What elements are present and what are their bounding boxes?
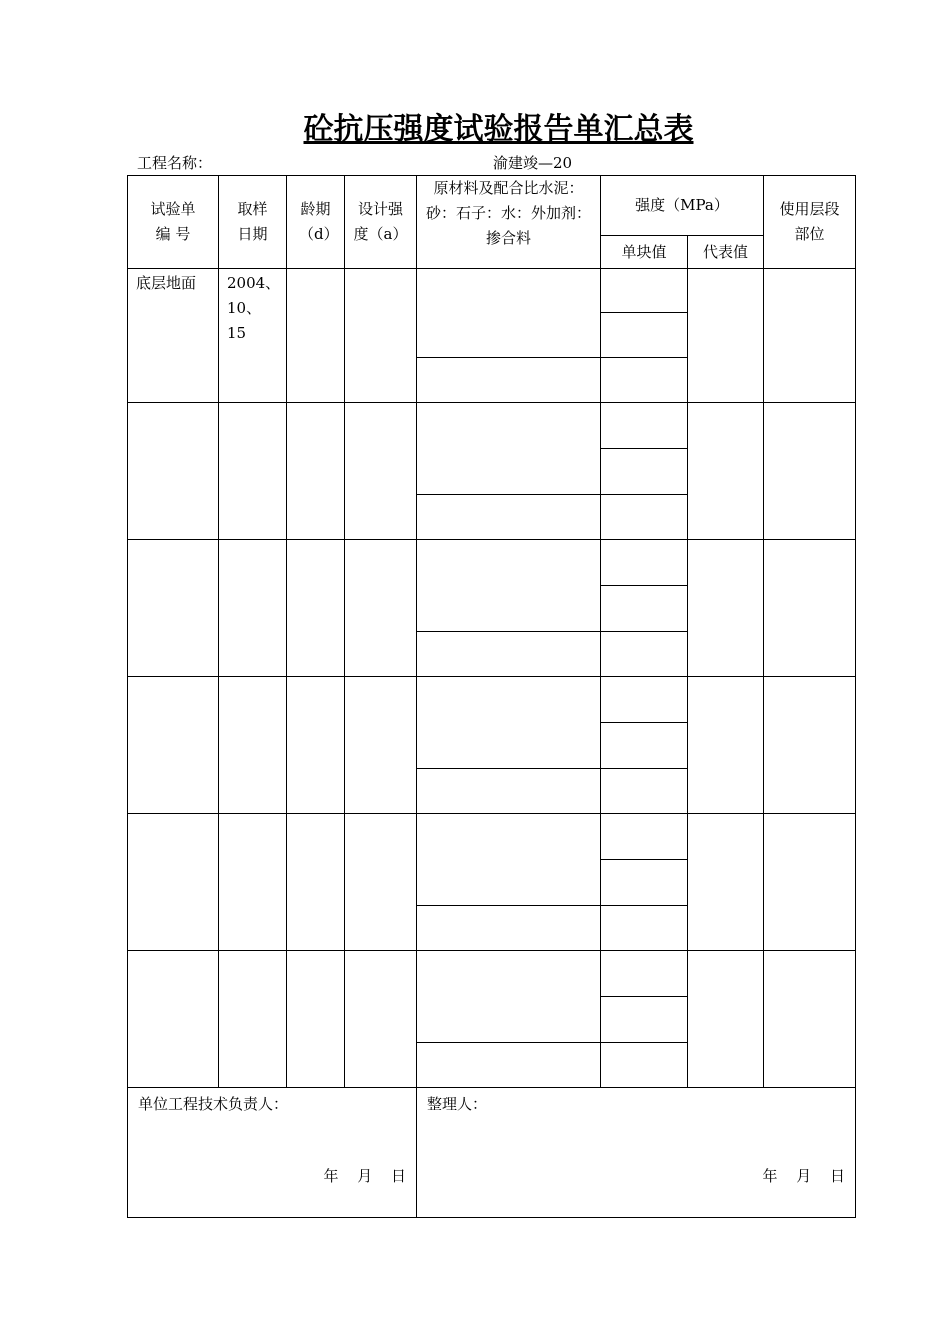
design-strength-cell <box>345 269 417 403</box>
sample-date-cell <box>219 403 287 540</box>
header-materials: 原材料及配合比水泥：砂：石子：水：外加剂：掺合料 <box>417 176 601 269</box>
table-row <box>128 540 856 586</box>
single-value-cell <box>601 586 688 632</box>
project-name-label: 工程名称： <box>137 154 213 172</box>
report-no-cell <box>128 677 219 814</box>
design-strength-cell <box>345 951 417 1088</box>
single-value-cell <box>601 814 688 860</box>
sample-date-cell <box>219 677 287 814</box>
single-value-cell <box>601 358 688 403</box>
compiler-cell <box>417 1088 856 1218</box>
single-value-cell <box>601 313 688 358</box>
single-value-cell <box>601 906 688 951</box>
single-value-cell <box>601 269 688 313</box>
representative-value-cell <box>688 403 764 540</box>
tech-lead-date: 年 月 日 <box>323 1167 406 1185</box>
project-name-value: 渝建竣—20 <box>493 154 573 172</box>
sample-date-cell: 2004、10、15 <box>219 269 287 403</box>
representative-value-cell <box>688 269 764 403</box>
table-row <box>128 269 856 313</box>
location-cell <box>764 814 856 951</box>
header-sample-date: 取样日期 <box>219 176 287 269</box>
representative-value-cell <box>688 951 764 1088</box>
single-value-cell <box>601 677 688 723</box>
report-no-cell <box>128 540 219 677</box>
age-cell <box>287 269 345 403</box>
compiler-date: 年 月 日 <box>762 1167 846 1185</box>
header-strength: 强度（MPa） <box>601 176 764 236</box>
age-cell <box>287 403 345 540</box>
single-value-cell <box>601 1043 688 1088</box>
table-row <box>128 814 856 860</box>
materials-cell <box>417 495 601 540</box>
age-cell <box>287 677 345 814</box>
sample-date-cell <box>219 540 287 677</box>
age-cell <box>287 951 345 1088</box>
header-age: 龄期（d） <box>287 176 345 269</box>
single-value-cell <box>601 997 688 1043</box>
single-value-cell <box>601 951 688 997</box>
materials-cell <box>417 769 601 814</box>
table-row <box>128 403 856 449</box>
report-no-cell <box>128 951 219 1088</box>
materials-cell <box>417 540 601 632</box>
sample-date-cell <box>219 951 287 1088</box>
report-no-cell: 底层地面 <box>128 269 219 403</box>
materials-cell <box>417 403 601 495</box>
header-report-no: 试验单编 号 <box>128 176 219 269</box>
materials-cell <box>417 632 601 677</box>
single-value-cell <box>601 540 688 586</box>
materials-cell <box>417 269 601 358</box>
design-strength-cell <box>345 540 417 677</box>
age-cell <box>287 540 345 677</box>
single-value-cell <box>601 769 688 814</box>
tech-lead-cell <box>128 1088 417 1218</box>
summary-table <box>127 175 856 1218</box>
header-single: 单块值 <box>601 236 688 269</box>
design-strength-cell <box>345 403 417 540</box>
representative-value-cell <box>688 677 764 814</box>
compiler-label: 整理人： <box>427 1095 488 1113</box>
representative-value-cell <box>688 814 764 951</box>
materials-cell <box>417 951 601 1043</box>
materials-cell <box>417 358 601 403</box>
single-value-cell <box>601 495 688 540</box>
age-cell <box>287 814 345 951</box>
header-location: 使用层段部位 <box>764 176 856 269</box>
header-representative: 代表值 <box>688 236 764 269</box>
report-no-cell <box>128 403 219 540</box>
single-value-cell <box>601 449 688 495</box>
header-design-strength: 设计强度（a） <box>345 176 417 269</box>
location-cell <box>764 403 856 540</box>
single-value-cell <box>601 723 688 769</box>
design-strength-cell <box>345 814 417 951</box>
single-value-cell <box>601 860 688 906</box>
sample-date-cell <box>219 814 287 951</box>
signature-row <box>128 1088 856 1218</box>
report-no-cell <box>128 814 219 951</box>
materials-cell <box>417 906 601 951</box>
location-cell <box>764 677 856 814</box>
materials-cell <box>417 814 601 906</box>
location-cell <box>764 540 856 677</box>
materials-cell <box>417 1043 601 1088</box>
design-strength-cell <box>345 677 417 814</box>
tech-lead-label: 单位工程技术负责人： <box>138 1095 289 1113</box>
representative-value-cell <box>688 540 764 677</box>
single-value-cell <box>601 403 688 449</box>
location-cell <box>764 269 856 403</box>
materials-cell <box>417 677 601 769</box>
page-title: 砼抗压强度试验报告单汇总表 <box>303 112 694 147</box>
single-value-cell <box>601 632 688 677</box>
location-cell <box>764 951 856 1088</box>
table-row <box>128 677 856 723</box>
table-row <box>128 951 856 997</box>
